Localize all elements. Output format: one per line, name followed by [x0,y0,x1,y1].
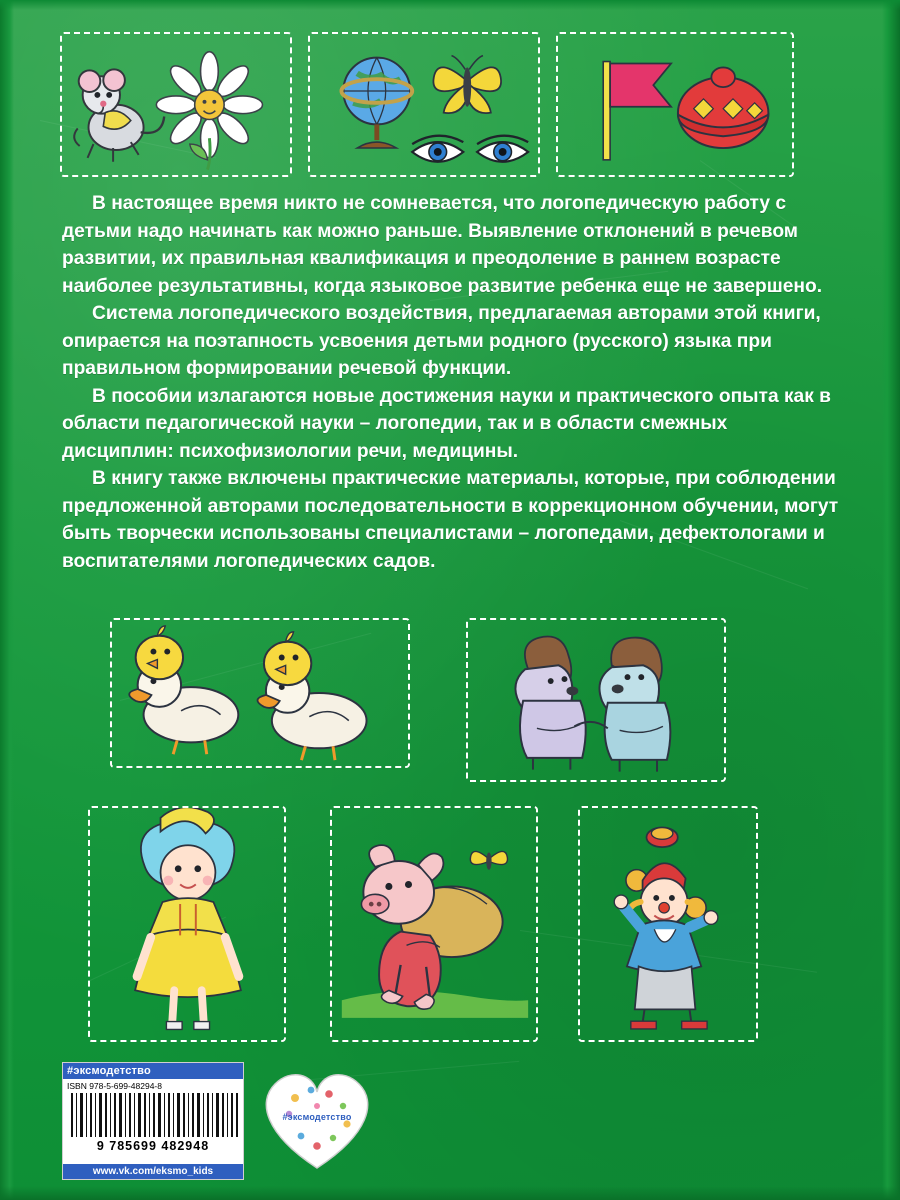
doll-icon [135,808,241,1029]
paragraph-2: Система логопедического воздействия, предлагаемая авторами этой книги, опирается на поэтапность усвоения детьми родного (русского) языка при правильном формировании речевой функции. [62,303,821,379]
piglet-icon [361,845,502,1009]
back-cover-text [62,190,842,575]
hedgehog-icon [599,638,670,772]
flag-and-hat-illustration [556,32,794,177]
hedgehog-icon [515,637,585,770]
mouse-icon [74,69,164,161]
chick-icon [264,632,311,685]
ducklings-and-chicks-illustration [110,618,410,768]
cover-left-edge [0,0,14,1200]
duckling-icon [129,663,238,754]
butterfly-icon [433,56,501,114]
globe-butterfly-eyes-illustration [308,32,540,177]
cover-right-edge [882,0,900,1200]
chick-icon [136,626,183,679]
cover-top-edge [0,0,900,10]
barcode-block [62,1062,244,1180]
heart-sticker-label: #эксмодетство [282,1112,352,1122]
barcode-bars [69,1093,237,1137]
ean-digits: 9 785699 482948 [96,1139,210,1153]
doll-girl-illustration [88,806,286,1042]
duckling-icon [258,669,367,760]
red-flag-icon [603,62,671,160]
cover-bottom-edge [0,1186,900,1200]
paragraph-3: В пособии излагаются новые достижения науки и практического опыта как в области педагогической науки – логопедии, так и в области смежных дисциплин: психофизиологии речи, медицины. [62,385,831,462]
butterfly-icon [470,851,507,869]
eyes-icon [412,136,528,162]
heart-sticker [255,1062,379,1174]
two-hedgehogs-illustration [466,618,726,782]
clown-juggler-illustration [578,806,758,1042]
globe-icon [341,58,412,148]
mouse-and-daisy-illustration [60,32,292,177]
daisy-flower-icon [156,52,262,170]
knitted-hat-icon [678,67,768,148]
paragraph-1: В настоящее время никто не сомневается, что логопедическую работу с детьми надо начинать как можно раньше. Выявление отклонений в речевом развитии, их правильная квалификация и преодоление в раннем возрасте наиболее результативны, когда языковое развитие ребенка еще не завершено. [62,193,823,297]
publisher-site: www.vk.com/eksmo_kids [63,1164,243,1179]
publisher-tag: #эксмодетство [63,1063,243,1079]
paragraph-4: В книгу также включены практические материалы, которые, при соблюдении предложенной авторами последовательности в коррекционном обучении, могут быть творчески использованы специалистами – логопедами, дефектологами и воспитателями логопедических садов. [62,468,839,572]
piglet-with-sack-illustration [330,806,538,1042]
isbn-text: ISBN 978-5-699-48294-8 [67,1081,162,1091]
